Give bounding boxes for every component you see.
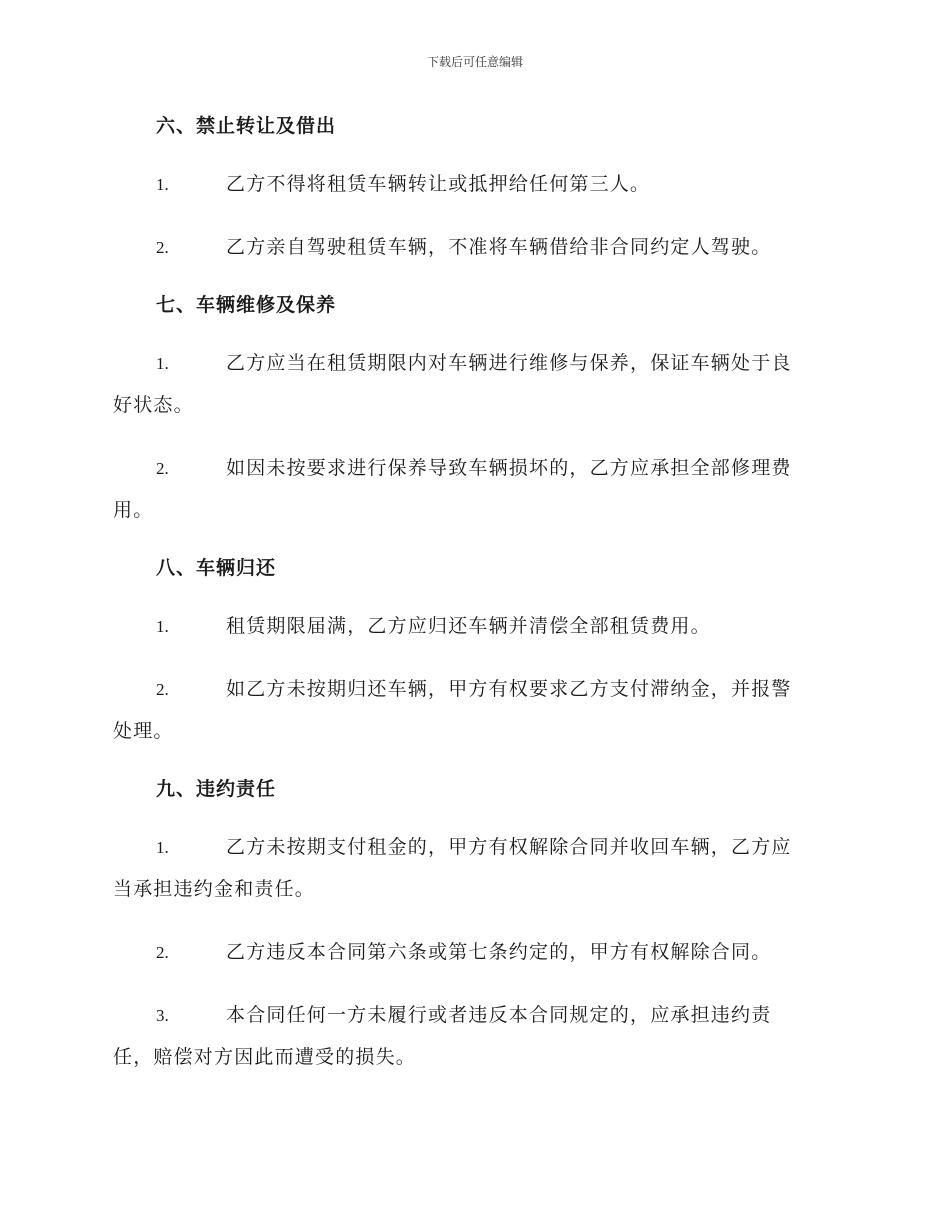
clause-text: 如乙方未按期归还车辆，甲方有权要求乙方支付滞纳金，并报警 [226,678,792,700]
clause-text: 租赁期限届满，乙方应归还车辆并清偿全部租赁费用。 [226,615,711,637]
clause-7-2 [113,447,833,531]
clause-9-3 [113,994,833,1078]
clause-6-1 [113,163,833,205]
clause-text: 乙方不得将租赁车辆转让或抵押给任何第三人。 [226,173,651,195]
clause-text: 乙方亲自驾驶租赁车辆，不准将车辆借给非合同约定人驾驶。 [226,236,772,258]
clause-text-continuation: 处理。 [113,720,174,742]
document-body [113,110,833,1099]
clause-number: 2. [156,238,169,257]
clause-number: 1. [156,175,169,194]
clause-9-1 [113,826,833,910]
clause-text-continuation: 当承担违约金和责任。 [113,878,316,900]
clause-number: 1. [156,838,169,857]
clause-text: 本合同任何一方未履行或者违反本合同规定的，应承担违约责 [226,1004,772,1026]
section-heading-6: 六、禁止转让及借出 [156,115,337,137]
clause-number: 3. [156,1006,169,1025]
clause-8-1 [113,605,833,647]
clause-6-2 [113,226,833,268]
clause-text-continuation: 用。 [113,499,154,521]
section-heading-9: 九、违约责任 [156,778,277,800]
clause-number: 1. [156,617,169,636]
clause-text: 如因未按要求进行保养导致车辆损坏的，乙方应承担全部修理费 [226,457,792,479]
clause-text-continuation: 任，赔偿对方因此而遭受的损失。 [113,1046,417,1068]
clause-7-1 [113,342,833,426]
clause-number: 2. [156,459,169,478]
section-heading-7: 七、车辆维修及保养 [156,294,337,316]
page-header: 下载后可任意编辑 [426,55,523,69]
clause-text: 乙方应当在租赁期限内对车辆进行维修与保养，保证车辆处于良 [226,352,792,374]
clause-number: 2. [156,943,169,962]
clause-number: 1. [156,354,169,373]
clause-9-2 [113,931,833,973]
section-heading-8: 八、车辆归还 [156,557,277,579]
clause-8-2 [113,668,833,752]
clause-text: 乙方未按期支付租金的，甲方有权解除合同并收回车辆，乙方应 [226,836,792,858]
clause-text: 乙方违反本合同第六条或第七条约定的，甲方有权解除合同。 [226,941,772,963]
clause-text-continuation: 好状态。 [113,394,194,416]
clause-number: 2. [156,680,169,699]
